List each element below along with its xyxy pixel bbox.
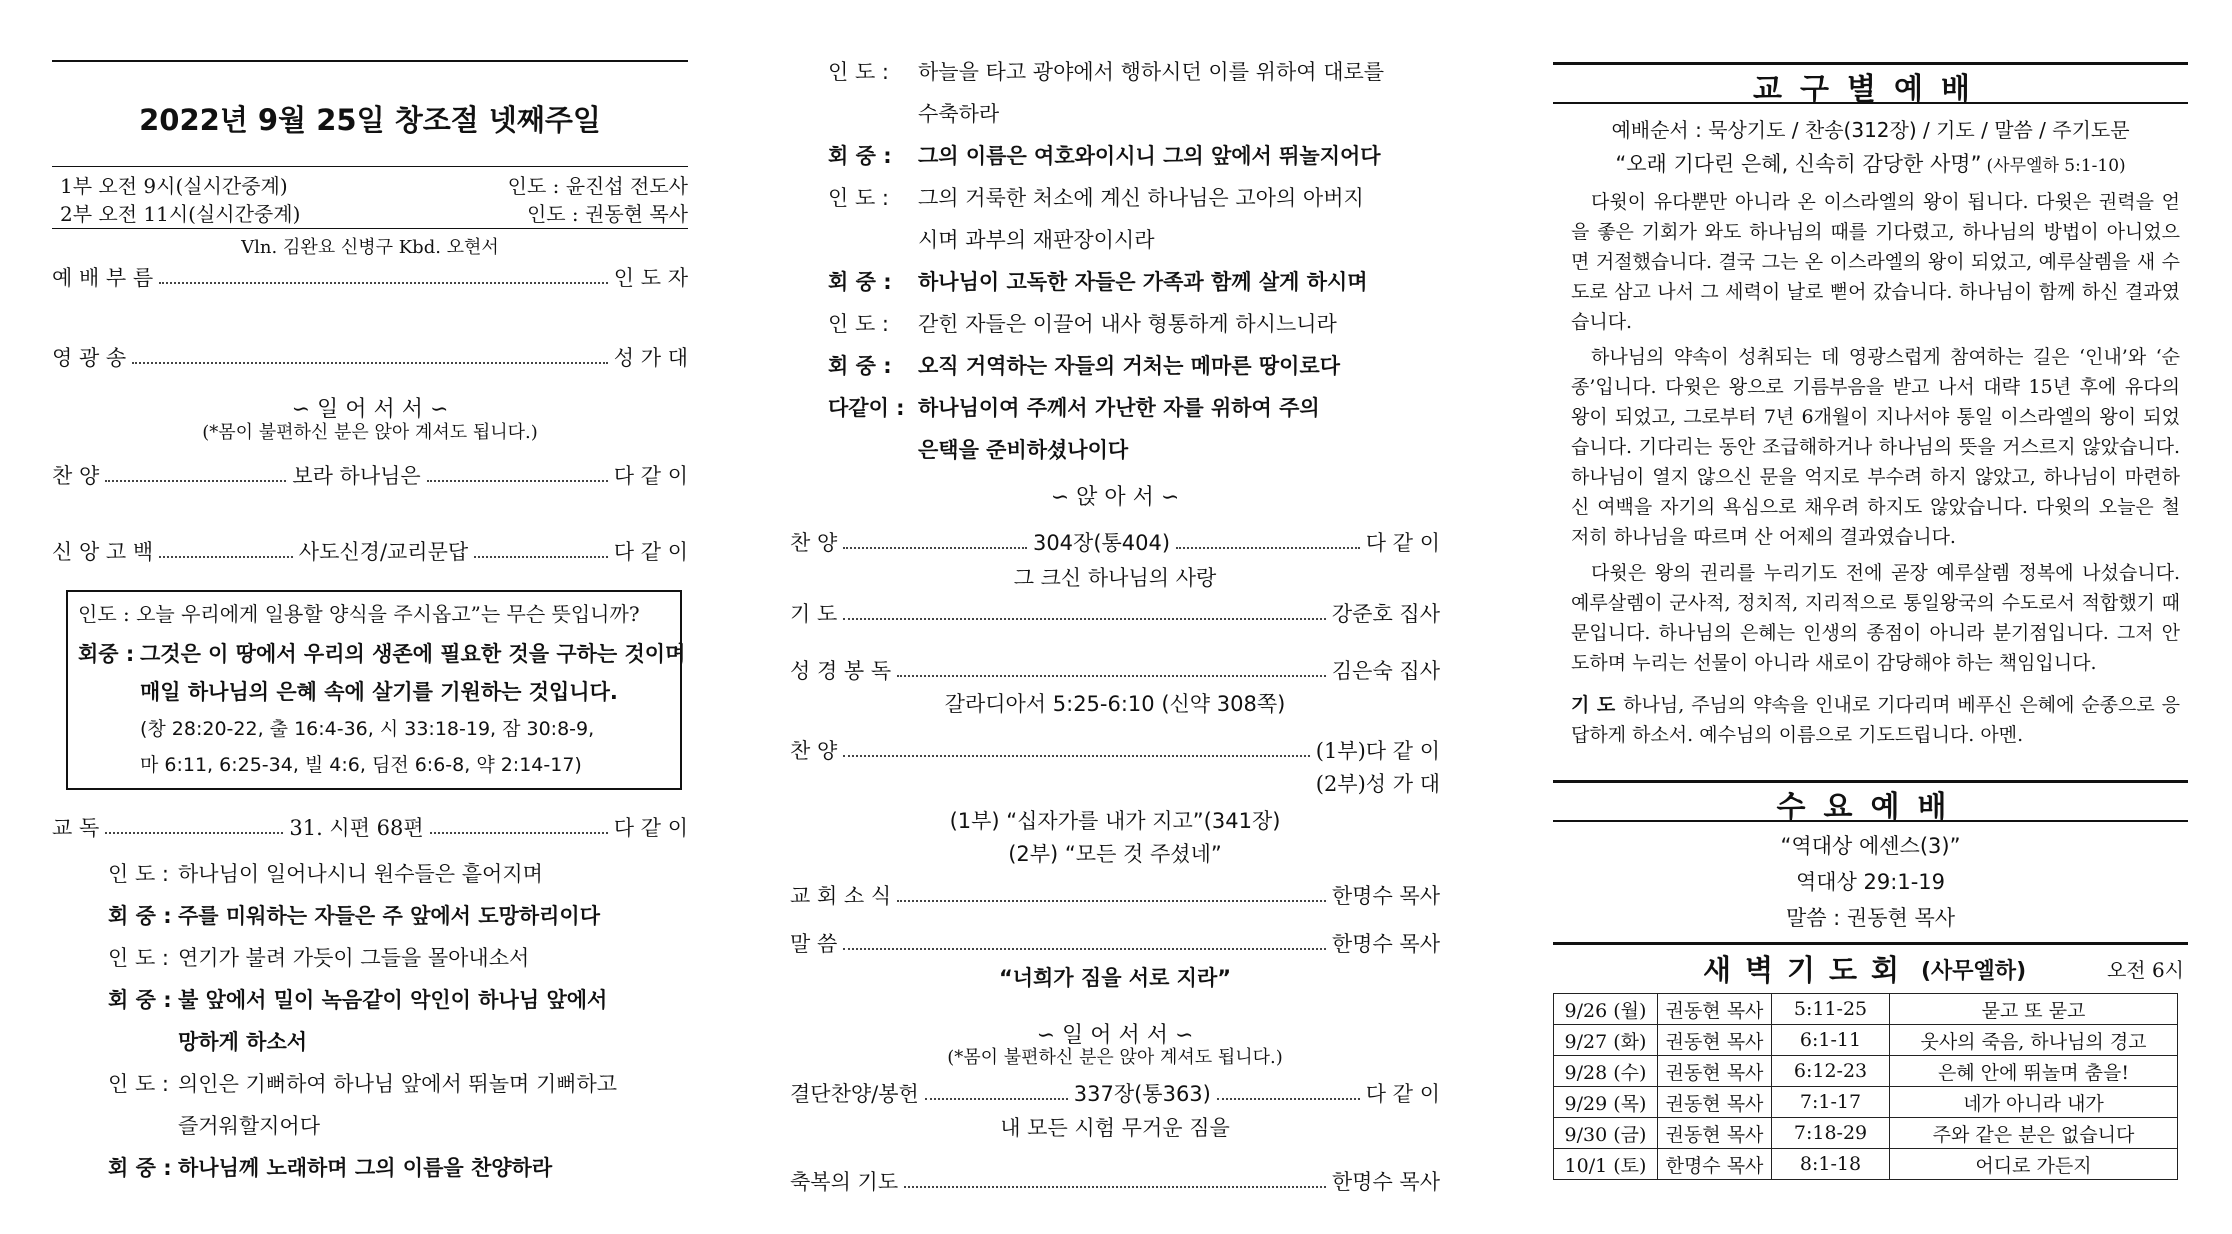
- order-label: 축복의 기도: [790, 1170, 899, 1194]
- order-middle: 337장(통363): [1073, 1082, 1211, 1106]
- dawn-date: 9/30 (금): [1554, 1118, 1658, 1149]
- order-label: 찬 양: [52, 464, 100, 488]
- reading-text: 불 앞에서 밀이 녹음같이 악인이 하나님 앞에서: [178, 988, 608, 1012]
- catechism-answer-2: 매일 하나님의 은혜 속에 살기를 기원하는 것입니다.: [140, 680, 618, 704]
- dawn-date: 10/1 (토): [1554, 1149, 1658, 1180]
- offering-hymn-title: 내 모든 시험 무거운 짐을: [1000, 1116, 1230, 1140]
- anthem-song-1: (1부) “십자가를 내가 지고”(341장): [949, 809, 1281, 833]
- anthem-song-2: (2부) “모든 것 주셨네”: [1008, 842, 1222, 866]
- service1-time: 1부 오전 9시(실시간중계): [60, 174, 288, 198]
- divider: [52, 228, 688, 229]
- reading-text: 의인은 기뻐하여 하나님 앞에서 뛰놀며 기뻐하고: [178, 1072, 618, 1096]
- reading-speaker: 회 중 :: [108, 1156, 172, 1180]
- dawn-date: 9/27 (화): [1554, 1025, 1658, 1056]
- order-responsive-reading: [52, 812, 688, 842]
- reading-text: 망하게 하소서: [178, 1030, 308, 1054]
- dawn-preacher: 한명수 목사: [1658, 1149, 1772, 1180]
- reading-text: 그의 이름은 여호와이시니 그의 앞에서 뛰놀지어다: [918, 144, 1381, 168]
- reading-speaker: 인 도 :: [108, 946, 169, 970]
- dawn-date: 9/26 (월): [1554, 994, 1658, 1025]
- order-sermon: [790, 928, 1440, 958]
- dawn-verse: 8:1-18: [1772, 1149, 1890, 1180]
- district-paragraph-1: 다윗이 유다뿐만 아니라 온 이스라엘의 왕이 됩니다. 다윗은 권력을 얻을 좋은 기회가 와도 하나님의 때를 기다렸고, 하나님의 방법이 아니었으면 거절했습니다. 결국 그는 온 이스라엘의 왕이 되었고, 예루살렘을 새 수도로 삼고 나서 그 세력이 날로 뻗어 갔습니다. 하나님이 함께 하신 결과였습니다.: [1571, 191, 2180, 333]
- wednesday-reference: 역대상 29:1-19: [1796, 870, 1945, 894]
- reading-text: 하나님이 고독한 자들은 가족과 함께 살게 하시며: [918, 270, 1368, 294]
- order-middle: 사도신경/교리문답: [298, 540, 469, 564]
- reading-text: 주를 미워하는 자들은 주 앞에서 도망하리이다: [178, 904, 600, 928]
- rule: [1553, 942, 2188, 945]
- prayer-text: 하나님, 주님의 약속을 인내로 기다리며 베푸신 은혜에 순종으로 응답하게 하소서. 예수님의 이름으로 기도드립니다. 아멘.: [1571, 694, 2180, 746]
- wednesday-speaker: 말씀 : 권동현 목사: [1785, 906, 1956, 930]
- order-right: (1부)다 같 이: [1315, 739, 1440, 763]
- dawn-date: 9/29 (목): [1554, 1087, 1658, 1118]
- table-row: [1554, 1056, 2178, 1087]
- reading-text: 하늘을 타고 광야에서 행하시던 이를 위하여 대로를: [918, 60, 1385, 84]
- bulletin-title: 2022년 9월 25일 창조절 넷째주일: [139, 103, 601, 137]
- sitdown-heading: ∽ 앉 아 서 ∽: [1050, 485, 1180, 510]
- dawn-verse: 6:12-23: [1772, 1056, 1890, 1087]
- order-middle: 31. 시편 68편: [289, 816, 424, 840]
- catechism-ref-1: (창 28:20-22, 출 16:4-36, 시 33:18-19, 잠 30:8-9,: [140, 718, 595, 740]
- district-order: 예배순서 : 묵상기도 / 찬송(312장) / 기도 / 말씀 / 주기도문: [1611, 118, 2130, 142]
- table-row: [1554, 1149, 2178, 1180]
- column-right: [1553, 0, 2188, 1234]
- order-right: 다 같 이: [1365, 1082, 1441, 1106]
- order-prayer: [790, 598, 1440, 628]
- reading-speaker: 회 중 :: [108, 988, 172, 1012]
- reading-text: 갇힌 자들은 이끌어 내사 형통하게 하시느니라: [918, 312, 1337, 336]
- column-left: [52, 0, 688, 1234]
- catechism-ref-2: 마 6:11, 6:25-34, 빌 4:6, 딤전 6:6-8, 약 2:14-17): [140, 754, 582, 776]
- order-label: 찬 양: [790, 739, 838, 763]
- order-label: 찬 양: [790, 531, 838, 555]
- dawn-verse: 7:1-17: [1772, 1087, 1890, 1118]
- reading-speaker: 다같이 :: [828, 396, 905, 420]
- anthem-choir-2: (2부)성 가 대: [1315, 772, 1440, 796]
- reading-speaker: 회 중 :: [828, 354, 892, 378]
- order-right: 성 가 대: [613, 346, 688, 370]
- dawn-preacher: 권동현 목사: [1658, 1087, 1772, 1118]
- order-right: 한명수 목사: [1331, 932, 1440, 956]
- order-middle: 304장(통404): [1032, 531, 1171, 555]
- order-middle: 보라 하나님은: [292, 464, 421, 488]
- catechism-question: 인도 : 오늘 우리에게 일용할 양식을 주시옵고”는 무슨 뜻입니까?: [78, 602, 640, 626]
- reading-text: 즐거워할지어다: [178, 1114, 321, 1138]
- rule: [1553, 820, 2188, 822]
- reading-text: 하나님이 일어나시니 원수들은 흩어지며: [178, 862, 543, 886]
- dawn-topic: 웃사의 죽음, 하나님의 경고: [1890, 1025, 2178, 1056]
- order-creed: [52, 536, 688, 566]
- dawn-preacher: 권동현 목사: [1658, 1118, 1772, 1149]
- dawn-date: 9/28 (수): [1554, 1056, 1658, 1087]
- hymn-title: 그 크신 하나님의 사랑: [1013, 566, 1217, 590]
- table-row: [1554, 1087, 2178, 1118]
- dawn-preacher: 권동현 목사: [1658, 994, 1772, 1025]
- table-row: [1554, 1118, 2178, 1149]
- district-paragraph-3: 다윗은 왕의 권리를 누리기도 전에 곧장 예루살렘 정복에 나섰습니다. 예루살렘이 군사적, 정치적, 지리적으로 통일왕국의 수도로서 적합했기 때문입니다. 하나님의 은혜는 인생의 종점이 아니라 분기점입니다. 그저 안도하며 누리는 선물이 아니라 새로이 감당해야 하는 책임입니다.: [1571, 562, 2180, 674]
- dawn-topic: 네가 아니라 내가: [1890, 1087, 2178, 1118]
- dawn-prayer-time: 오전 6시: [2106, 958, 2184, 982]
- order-scripture: [790, 655, 1440, 685]
- reading-text: 그의 거룩한 처소에 계신 하나님은 고아의 아버지: [918, 186, 1364, 210]
- district-theme-line: [1553, 148, 2188, 178]
- top-rule: [52, 60, 688, 62]
- dawn-topic: 주와 같은 분은 없습니다: [1890, 1118, 2178, 1149]
- order-label: 예 배 부 름: [52, 266, 154, 290]
- dawn-schedule-table: [1553, 993, 2178, 1180]
- order-label: 영 광 송: [52, 346, 127, 370]
- order-hymn: [52, 460, 688, 490]
- district-worship-title: 교구별예배: [1753, 72, 1988, 107]
- catechism-answer-1: 그것은 이 땅에서 우리의 생존에 필요한 것을 구하는 것이며: [140, 642, 686, 666]
- order-label: 교 회 소 식: [790, 884, 892, 908]
- dawn-prayer-title: 새벽기도회: [1703, 953, 1914, 987]
- table-row: [1554, 994, 2178, 1025]
- order-call-to-worship: [52, 262, 688, 292]
- column-middle: [790, 0, 1440, 1234]
- order-right: 한명수 목사: [1331, 1170, 1440, 1194]
- dawn-verse: 7:18-29: [1772, 1118, 1890, 1149]
- dawn-topic: 은혜 안에 뛰놀며 춤을!: [1890, 1056, 2178, 1087]
- district-reference: (사무엘하 5:1-10): [1986, 156, 2126, 176]
- order-right: 다 같 이: [613, 540, 689, 564]
- order-hymn-2: [790, 527, 1440, 557]
- order-benediction: [790, 1166, 1440, 1196]
- order-label: 신 앙 고 백: [52, 540, 154, 564]
- service2-time: 2부 오전 11시(실시간중계): [60, 202, 301, 226]
- order-right: 인 도 자: [613, 266, 688, 290]
- service2-leader: 인도 : 권동현 목사: [526, 202, 688, 226]
- reading-text: 오직 거역하는 자들의 거처는 메마른 땅이로다: [918, 354, 1340, 378]
- dawn-verse: 6:1-11: [1772, 1025, 1890, 1056]
- order-right: 다 같 이: [613, 464, 688, 488]
- district-paragraph-2: 하나님의 약속이 성취되는 데 영광스럽게 참여하는 길은 ‘인내’와 ‘순종’입니다. 다윗은 왕으로 기름부음을 받고 나서 대략 15년 후에 유다의 왕이 되었고, 그로부터 7년 6개월이 지나서야 통일 이스라엘의 왕이 되었습니다. 기다리는 동안 조급해하거나 하나님의 뜻을 거스르지 않았습니다. 하나님이 열지 않으신 문을 억지로 부수려 하지 않았고, 하나님이 마련하신 여백을 자기의 욕심으로 채우려 하지도 않았습니다. 다윗의 오늘은 철저히 하나님을 따르며 산 어제의 결과였습니다.: [1571, 346, 2180, 548]
- order-offering: [790, 1078, 1440, 1108]
- reading-speaker: 인 도 :: [828, 312, 889, 336]
- catechism-box: [66, 590, 686, 790]
- reading-text: 하나님께 노래하며 그의 이름을 찬양하라: [178, 1156, 553, 1180]
- order-right: 김은숙 집사: [1331, 659, 1440, 683]
- order-label: 말 씀: [790, 932, 838, 956]
- reading-text: 시며 과부의 재판장이시라: [918, 228, 1155, 252]
- reading-speaker: 인 도 :: [108, 1072, 169, 1096]
- order-right: 다 같 이: [613, 816, 689, 840]
- reading-text: 연기가 불려 가듯이 그들을 몰아내소서: [178, 946, 530, 970]
- reading-speaker: 회 중 :: [828, 270, 892, 294]
- order-label: 기 도: [790, 602, 838, 626]
- district-theme: “오래 기다린 은혜, 신속히 감당한 사명”: [1615, 152, 1982, 176]
- order-announcements: [790, 880, 1440, 910]
- order-anthem: [790, 735, 1440, 765]
- reading-text: 은택을 준비하셨나이다: [918, 438, 1129, 462]
- dawn-prayer-schedule: [1553, 993, 2178, 1180]
- order-right: 다 같 이: [1365, 531, 1440, 555]
- scripture-reference: 갈라디아서 5:25-6:10 (신약 308쪽): [944, 692, 1286, 716]
- wednesday-theme: “역대상 에센스(3)”: [1780, 834, 1961, 858]
- wednesday-worship-title: 수요예배: [1776, 790, 1965, 825]
- order-label: 성 경 봉 독: [790, 659, 892, 683]
- standup-heading: ∽ 일 어 서 서 ∽: [291, 397, 449, 422]
- standup-note-2: (*몸이 불편하신 분은 앉아 계셔도 됩니다.): [947, 1047, 1283, 1068]
- reading-speaker: 인 도 :: [828, 186, 889, 210]
- reading-speaker: 인 도 :: [108, 862, 169, 886]
- reading-speaker: 회 중 :: [108, 904, 172, 928]
- service1-leader: 인도 : 윤진섭 전도사: [507, 174, 688, 198]
- rule: [1553, 102, 2188, 104]
- reading-text: 수축하라: [918, 102, 1000, 126]
- dawn-topic: 어디로 가든지: [1890, 1149, 2178, 1180]
- dawn-preacher: 권동현 목사: [1658, 1056, 1772, 1087]
- musicians: Vln. 김완요 신병구 Kbd. 오현서: [241, 237, 499, 258]
- standup-note: (*몸이 불편하신 분은 앉아 계셔도 됩니다.): [202, 422, 538, 443]
- catechism-answer-label: 회중 :: [78, 642, 135, 666]
- sermon-title: “너희가 짐을 서로 지라”: [998, 966, 1232, 990]
- order-right: 한명수 목사: [1331, 884, 1440, 908]
- dawn-preacher: 권동현 목사: [1658, 1025, 1772, 1056]
- prayer-label: 기 도: [1571, 694, 1616, 716]
- standup-heading-2: ∽ 일 어 서 서 ∽: [1036, 1023, 1194, 1048]
- order-label: 교 독: [52, 816, 100, 840]
- reading-speaker: 회 중 :: [828, 144, 892, 168]
- order-label: 결단찬양/봉헌: [790, 1082, 919, 1106]
- dawn-verse: 5:11-25: [1772, 994, 1890, 1025]
- reading-text: 하나님이여 주께서 가난한 자를 위하여 주의: [918, 396, 1320, 420]
- dawn-topic: 묻고 또 묻고: [1890, 994, 2178, 1025]
- divider: [52, 166, 688, 167]
- dawn-prayer-subtitle: (사무엘하): [1921, 959, 2027, 984]
- table-row: [1554, 1025, 2178, 1056]
- order-gloria: [52, 342, 688, 372]
- district-prayer: [1571, 690, 2180, 750]
- order-right: 강준호 집사: [1331, 602, 1440, 626]
- reading-speaker: 인 도 :: [828, 60, 889, 84]
